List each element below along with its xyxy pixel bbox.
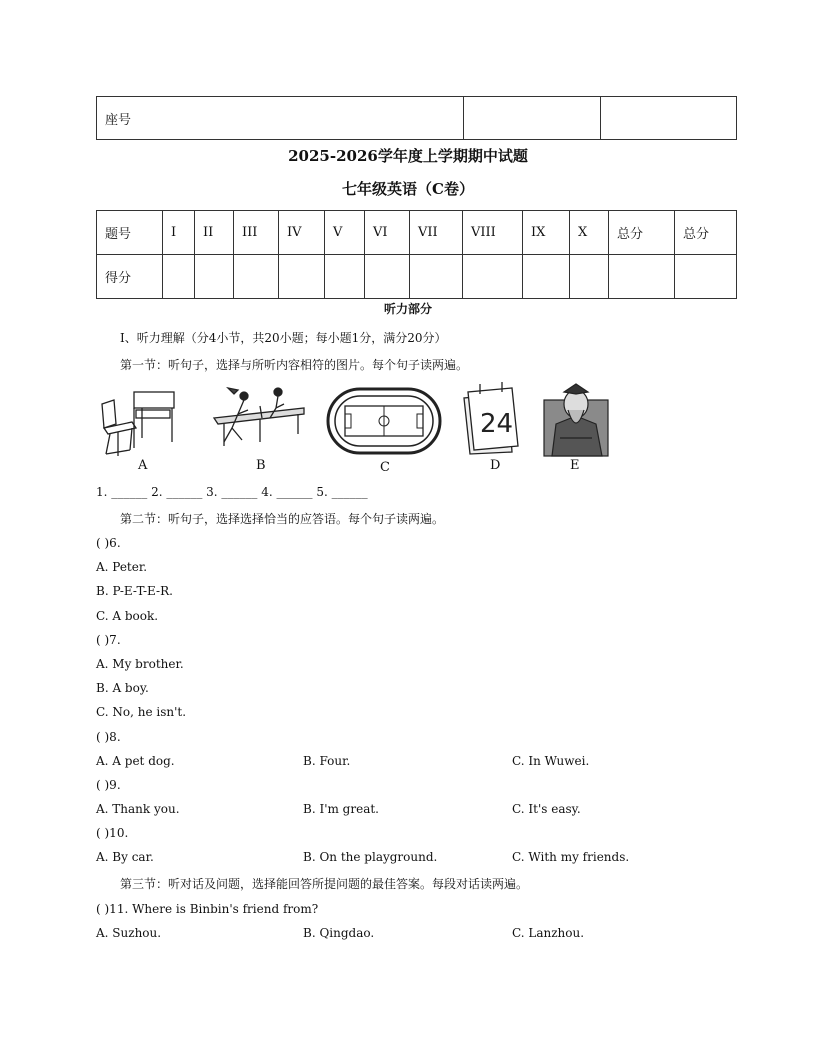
score-cell [570,255,609,299]
q6-stem: ( )6. [96,536,121,550]
q8-option-c: C. In Wuwei. [512,754,590,768]
score-header-4: IV [279,211,325,255]
score-row-label: 得分 [97,255,163,299]
ping-pong-icon [204,384,308,456]
svg-text:24: 24 [480,409,514,439]
q7-stem: ( )7. [96,633,121,647]
q9-option-a: A. Thank you. [96,802,180,816]
q6-option-c: C. A book. [96,609,159,623]
score-header-6: VI [365,211,410,255]
score-cell [675,255,737,299]
q7-option-b: B. A boy. [96,681,149,695]
score-header-0: 题号 [97,211,163,255]
calendar-24-icon [460,380,524,458]
confucius-portrait-icon [542,380,610,458]
score-cell [279,255,325,299]
q10-stem: ( )10. [96,826,129,840]
section3-instructions: 第三节：听对话及问题，选择能回答所提问题的最佳答案。每段对话读两遍。 [120,877,529,891]
score-header-10: X [570,211,609,255]
q9-option-b: B. I'm great. [303,802,379,816]
q11-option-b: B. Qingdao. [303,926,375,940]
score-cell [365,255,410,299]
score-cell [609,255,675,299]
q6-option-b: B. P-E-T-E-R. [96,584,173,598]
q8-stem: ( )8. [96,730,121,744]
q8-option-a: A. A pet dog. [96,754,175,768]
score-cell [163,255,195,299]
score-cell [410,255,463,299]
q11-stem: ( )11. Where is Binbin's friend from? [96,902,319,916]
picture-label-d: D [490,458,501,473]
q7-option-c: C. No, he isn't. [96,705,187,719]
score-header-9: IX [523,211,570,255]
q10-option-c: C. With my friends. [512,850,630,864]
seat-table [96,96,737,140]
score-header-12: 总分 [675,211,737,255]
q6-option-a: A. Peter. [96,560,148,574]
score-header-5: V [325,211,365,255]
desk-chair-icon [96,386,180,458]
score-header-3: III [234,211,279,255]
score-header-1: I [163,211,195,255]
score-cell [523,255,570,299]
score-table [96,210,737,299]
score-cell [195,255,234,299]
q11-option-a: A. Suzhou. [96,926,162,940]
running-track-icon [325,386,443,458]
section1-instructions: 第一节：听句子，选择与所听内容相符的图片。每个句子读两遍。 [120,358,469,372]
score-header-11: 总分 [609,211,675,255]
score-header-2: II [195,211,234,255]
q10-option-b: B. On the playground. [303,850,438,864]
q9-stem: ( )9. [96,778,121,792]
score-cell [234,255,279,299]
score-cell [325,255,365,299]
section-heading: 听力部分 [383,302,432,316]
score-cell [463,255,523,299]
answer-blanks: 1. ______ 2. ______ 3. ______ 4. ______ 5. ______ [96,485,368,499]
seat-cell-2 [601,97,737,140]
part1-instructions: I、听力理解（分4小节，共20小题；每小题1分，满分20分） [120,331,447,345]
picture-label-c: C [380,460,390,475]
picture-label-e: E [570,458,580,473]
picture-label-b: B [256,458,266,473]
q9-option-c: C. It's easy. [512,802,581,816]
seat-cell-1 [464,97,601,140]
exam-subtitle: 七年级英语（C卷） [342,180,474,198]
score-header-7: VII [410,211,463,255]
q7-option-a: A. My brother. [96,657,184,671]
q10-option-a: A. By car. [96,850,154,864]
q8-option-b: B. Four. [303,754,351,768]
picture-label-a: A [138,458,148,473]
score-header-8: VIII [463,211,523,255]
section2-instructions: 第二节：听句子，选择选择恰当的应答语。每个句子读两遍。 [120,512,445,526]
seat-label: 座号 [97,97,464,140]
q11-option-c: C. Lanzhou. [512,926,585,940]
exam-title: 2025-2026学年度上学期期中试题 [288,147,528,165]
